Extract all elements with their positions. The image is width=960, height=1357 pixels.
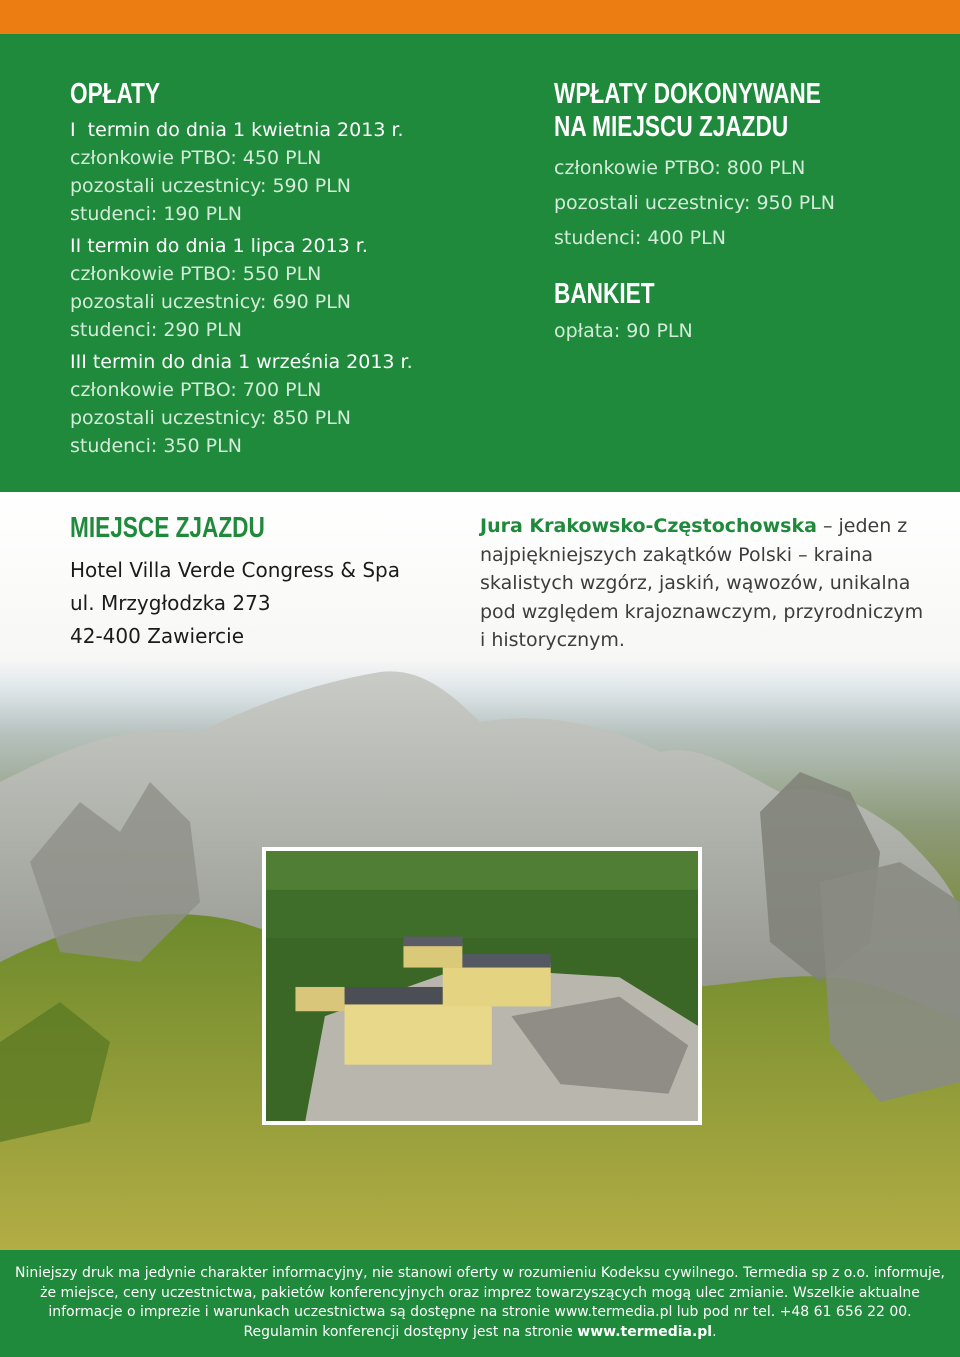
- venue-hotel-name: Hotel Villa Verde Congress & Spa: [70, 558, 400, 582]
- venue-section: [70, 512, 450, 653]
- banquet-heading: BANKIET: [554, 278, 655, 310]
- term-1-price-others: pozostali uczestnicy: 590 PLN: [70, 175, 352, 197]
- website-link[interactable]: www.termedia.pl: [577, 1323, 713, 1340]
- disclaimer-line-2: że miejsce, ceny uczestnictwa, pakietów konferencyjnych oraz imprez towarzyszących mogą ulec zmianie. Wszelkie aktualne: [40, 1284, 920, 1301]
- region-paragraph: [480, 512, 930, 655]
- disclaimer-line-1: Niniejszy druk ma jedynie charakter informacyjny, nie stanowi oferty w rozumieniu Kodeksu cywilnego. Termedia sp z o.o. informuje,: [14, 1265, 945, 1281]
- venue-street: ul. Mrzygłodzka 273: [70, 591, 271, 615]
- onsite-price-others: pozostali uczestnicy: 950 PLN: [554, 192, 836, 214]
- term-3-price-members: członkowie PTBO: 700 PLN: [70, 379, 322, 401]
- top-orange-stripe: [0, 0, 960, 34]
- disclaimer-footer: [0, 1250, 960, 1357]
- region-description: [480, 512, 930, 655]
- disclaimer-line-3: informacje o imprezie i warunkach uczestnictwa są dostępne na stronie www.termedia.pl lub pod nr tel. +48 61 656 22 00.: [48, 1304, 912, 1320]
- term-3-label: III termin do dnia 1 września 2013 r.: [70, 351, 413, 373]
- regulations-period: .: [712, 1323, 717, 1340]
- term-2-price-others: pozostali uczestnicy: 690 PLN: [70, 291, 352, 313]
- term-2-label: II termin do dnia 1 lipca 2013 r.: [70, 235, 368, 257]
- fees-section: [70, 78, 510, 460]
- term-3-price-students: studenci: 350 PLN: [70, 435, 242, 457]
- fees-heading: OPŁATY: [70, 78, 161, 110]
- venue-city: 42-400 Zawiercie: [70, 624, 245, 648]
- onsite-price-members: członkowie PTBO: 800 PLN: [554, 157, 806, 179]
- regulations-text: Regulamin konferencji dostępny jest na stronie: [243, 1323, 578, 1340]
- onsite-heading-line1: WPŁATY DOKONYWANE: [554, 78, 821, 110]
- banquet-fee: opłata: 90 PLN: [554, 320, 693, 342]
- onsite-price-list: [554, 151, 934, 256]
- onsite-payments-section: [554, 78, 934, 345]
- venue-heading: MIEJSCE ZJAZDU: [70, 512, 265, 544]
- onsite-price-students: studenci: 400 PLN: [554, 227, 726, 249]
- term-1-price-members: członkowie PTBO: 450 PLN: [70, 147, 322, 169]
- onsite-heading-line2: NA MIEJSCU ZJAZDU: [554, 111, 789, 143]
- term-3-price-others: pozostali uczestnicy: 850 PLN: [70, 407, 352, 429]
- term-1-price-students: studenci: 190 PLN: [70, 203, 242, 225]
- hotel-aerial-photo: [262, 847, 702, 1125]
- term-1-label: I termin do dnia 1 kwietnia 2013 r.: [70, 119, 404, 141]
- region-text: – jeden z najpiękniejszych zakątków Polski – kraina skalistych wzgórz, jaskiń, wąwozów, unikalna pod względem krajoznawczym, przyrodniczym i historycznym.: [480, 515, 924, 651]
- term-2-price-members: członkowie PTBO: 550 PLN: [70, 263, 322, 285]
- disclaimer-line-4: [0, 1323, 960, 1343]
- banquet-section: [554, 278, 934, 345]
- term-2-price-students: studenci: 290 PLN: [70, 319, 242, 341]
- region-name: Jura Krakowsko-Częstochowska: [480, 515, 817, 537]
